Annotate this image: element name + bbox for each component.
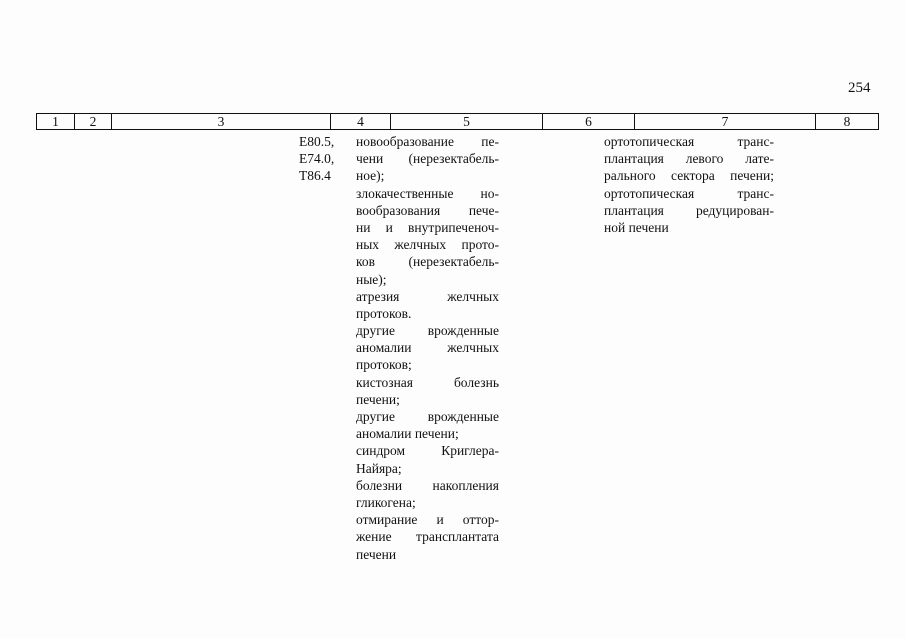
diagnosis-text-line: кистозная болезнь [356, 374, 499, 390]
treatment-text-line: ортотопическая транс- [604, 185, 774, 201]
diagnosis-text-line: аномалии печени; [356, 426, 459, 442]
header-cell-3: 3 [217, 114, 225, 129]
diagnosis-text-line: злокачественные но- [356, 185, 499, 201]
diagnosis-text-line: ков (нерезектабель- [356, 254, 499, 270]
header-cell-4: 4 [357, 114, 364, 129]
diagnosis-text-line: жение трансплантата [356, 529, 499, 545]
diagnosis-text-line: атрезия желчных [356, 288, 499, 304]
diagnosis-text-line: ные); [356, 271, 387, 287]
page-number: 254 [848, 80, 871, 96]
column-5-diagnoses [356, 133, 499, 563]
header-cell-2: 2 [89, 114, 97, 129]
diagnosis-text-line: аномалии желчных [356, 340, 499, 356]
column-4-codes [299, 133, 353, 185]
header-cell-8: 8 [843, 114, 851, 129]
table-header-row [36, 113, 879, 130]
diagnosis-text-line: печени; [356, 391, 400, 407]
diagnosis-text-line: протоков; [356, 357, 412, 373]
treatment-text-line: ной печени [604, 219, 669, 235]
diagnosis-text-line: болезни накопления [356, 477, 499, 493]
diagnosis-text-line: новообразование пе- [356, 134, 499, 149]
diagnosis-text-line: синдром Криглера- [356, 443, 499, 459]
diagnosis-code: T86.4 [299, 168, 331, 184]
diagnosis-text-line: ных желчных прото- [356, 237, 499, 253]
header-cell-5: 5 [463, 114, 470, 129]
diagnosis-text-line: ни и внутрипеченоч- [356, 219, 499, 235]
diagnosis-text-line: вообразования пече- [356, 202, 499, 218]
diagnosis-text-line: другие врожденные [356, 323, 499, 339]
treatment-text-line: ортотопическая транс- [604, 134, 774, 149]
treatment-text-line: рального сектора печени; [604, 168, 774, 184]
column-7-treatment [604, 133, 774, 236]
header-cell-1: 1 [52, 114, 59, 129]
header-cell-6: 6 [585, 114, 592, 129]
treatment-text-line: плантация редуцирован- [604, 202, 774, 218]
diagnosis-text-line: гликогена; [356, 494, 416, 510]
diagnosis-text-line: чени (нерезектабель- [356, 151, 499, 167]
diagnosis-text-line: отмирание и оттор- [356, 512, 499, 528]
diagnosis-text-line: ное); [356, 168, 385, 184]
diagnosis-text-line: печени [356, 546, 397, 562]
diagnosis-code: E80.5, [299, 134, 335, 149]
treatment-text-line: плантация левого лате- [604, 151, 774, 167]
header-cell-7: 7 [721, 114, 729, 129]
diagnosis-text-line: другие врожденные [356, 409, 499, 424]
diagnosis-text-line: протоков. [356, 305, 412, 321]
diagnosis-text-line: Найяра; [356, 460, 402, 476]
diagnosis-code: E74.0, [299, 151, 335, 167]
